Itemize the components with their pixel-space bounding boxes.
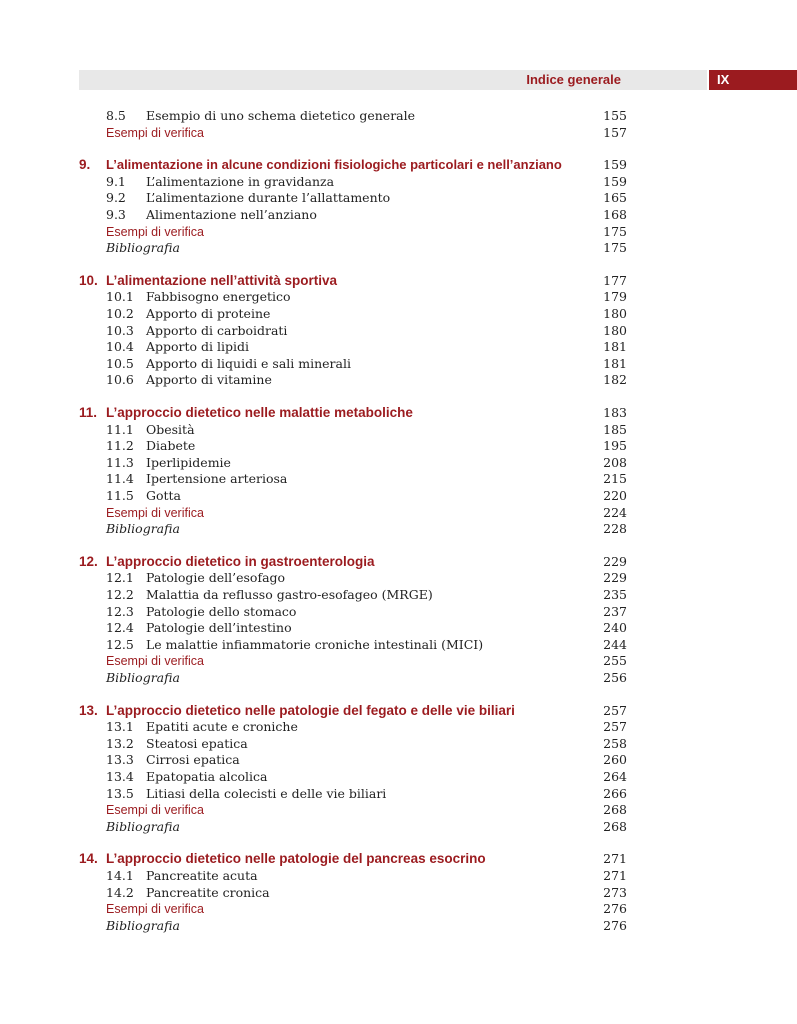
page-ref: 273	[603, 884, 627, 900]
section-title: Epatopatia alcolica	[146, 769, 268, 784]
toc-section-row	[0, 868, 718, 884]
section-number: 13.1	[106, 719, 134, 735]
section-title: Litiasi della colecisti e delle vie biliari	[146, 785, 387, 801]
toc-bibliography-row	[0, 670, 718, 686]
toc-section-row	[0, 207, 718, 223]
chapter-number: 13.	[79, 702, 98, 718]
toc-section-row	[0, 736, 718, 752]
section-title: Apporto di proteine	[146, 306, 271, 321]
toc-section-row	[0, 620, 718, 636]
toc-section-row	[0, 455, 718, 471]
toc-section-row	[0, 422, 718, 438]
chapter-number: 12.	[79, 553, 98, 569]
page-ref: 157	[603, 124, 627, 140]
toc-chapter-row	[0, 703, 718, 719]
section-title: Fabbisogno energetico	[146, 289, 291, 305]
toc-bibliography-row	[0, 240, 718, 256]
section-title: Malattia da reflusso gastro-esofageo (MRGE)	[146, 587, 433, 602]
toc-chapter-row	[0, 554, 718, 570]
toc-section-row	[0, 570, 718, 586]
page-ref: 220	[603, 488, 627, 503]
toc-bibliography-row	[0, 521, 718, 537]
page-number-box	[707, 70, 797, 90]
toc-section-row	[0, 190, 718, 206]
toc-section-row	[0, 719, 718, 735]
page-ref: 180	[603, 306, 627, 321]
page-ref: 224	[603, 504, 627, 520]
section-title: Steatosi epatica	[146, 735, 248, 751]
chapter-number: 14.	[79, 851, 98, 867]
page-ref: 165	[603, 190, 627, 206]
toc-section-row	[0, 108, 718, 124]
toc-section-row	[0, 323, 718, 339]
section-number: 11.3	[106, 454, 134, 470]
section-number: 8.5	[106, 108, 126, 123]
section-number: 9.3	[106, 207, 126, 222]
toc-section-row	[0, 174, 718, 190]
section-title: Obesità	[146, 421, 195, 437]
page-ref: 276	[603, 901, 627, 917]
section-title: Le malattie infiammatorie croniche intestinali (MICI)	[146, 636, 484, 652]
page-ref: 244	[603, 636, 627, 652]
page-number: IX	[717, 72, 730, 87]
page-ref: 229	[603, 570, 627, 586]
chapter-title: L’approccio dietetico nelle patologie del pancreas esocrino	[106, 851, 486, 867]
page-ref: 229	[603, 553, 627, 569]
toc-chapter-row	[0, 157, 718, 173]
page-ref: 182	[603, 372, 627, 388]
bibliography-title: Bibliografia	[106, 521, 180, 537]
section-title: Iperlipidemie	[146, 454, 231, 470]
page-ref: 179	[603, 289, 627, 305]
section-title: Apporto di vitamine	[146, 372, 272, 388]
section-title: Patologie dell’esofago	[146, 570, 286, 586]
exercises-title: Esempi di verifica	[106, 803, 204, 818]
toc-exercises-row	[0, 901, 718, 917]
section-number: 9.2	[106, 190, 126, 206]
bibliography-title: Bibliografia	[106, 670, 180, 685]
toc-section-row	[0, 289, 718, 305]
page-ref: 155	[603, 108, 627, 123]
page-ref: 175	[603, 223, 627, 239]
page-ref: 237	[603, 603, 627, 619]
toc-section-row	[0, 372, 718, 388]
toc-section-row	[0, 471, 718, 487]
exercises-title: Esempi di verifica	[106, 902, 204, 917]
toc-section-row	[0, 769, 718, 785]
toc-section-row	[0, 604, 718, 620]
toc-exercises-row	[0, 653, 718, 669]
section-number: 10.5	[106, 355, 134, 371]
toc-bibliography-row	[0, 918, 718, 934]
toc-exercises-row	[0, 125, 718, 141]
section-title: Apporto di liquidi e sali minerali	[146, 355, 351, 371]
chapter-title: L’approccio dietetico nelle malattie metaboliche	[106, 405, 413, 420]
section-number: 11.4	[106, 471, 134, 487]
section-number: 11.5	[106, 488, 134, 503]
page-ref: 168	[603, 207, 627, 222]
page-ref: 159	[603, 173, 627, 189]
toc-section-row	[0, 438, 718, 454]
section-number: 13.2	[106, 735, 134, 751]
chapter-title: L’approccio dietetico nelle patologie del fegato e delle vie biliari	[106, 702, 515, 718]
page-ref: 271	[603, 868, 627, 883]
section-title: Pancreatite cronica	[146, 884, 270, 900]
toc-section-row	[0, 339, 718, 355]
section-number: 12.5	[106, 636, 134, 652]
bibliography-title: Bibliografia	[106, 917, 180, 933]
toc-section-row	[0, 356, 718, 372]
toc-chapter-row	[0, 273, 718, 289]
section-title: Ipertensione arteriosa	[146, 471, 288, 487]
section-title: Cirrosi epatica	[146, 752, 240, 768]
toc-bibliography-row	[0, 819, 718, 835]
section-title: Apporto di carboidrati	[146, 322, 288, 338]
chapter-title: L’alimentazione in alcune condizioni fisiologiche particolari e nell’anziano	[106, 157, 562, 173]
section-number: 10.1	[106, 289, 134, 305]
page-ref: 276	[603, 917, 627, 933]
exercises-title: Esempi di verifica	[106, 505, 204, 520]
section-number: 12.1	[106, 570, 134, 586]
page-ref: 177	[603, 272, 627, 288]
section-number: 14.2	[106, 884, 134, 900]
section-number: 13.5	[106, 785, 134, 801]
toc-section-row	[0, 306, 718, 322]
section-title: Patologie dello stomaco	[146, 603, 297, 619]
section-title: L’alimentazione durante l’allattamento	[146, 190, 391, 206]
page-ref: 195	[603, 438, 627, 454]
page-ref: 208	[603, 454, 627, 470]
page-ref: 185	[603, 421, 627, 437]
section-number: 11.1	[106, 421, 134, 437]
page-ref: 235	[603, 587, 627, 602]
page-ref: 181	[603, 355, 627, 371]
section-number: 10.6	[106, 372, 134, 388]
toc-section-row	[0, 488, 718, 504]
bibliography-title: Bibliografia	[106, 818, 180, 834]
toc-section-row	[0, 885, 718, 901]
page-ref: 266	[603, 785, 627, 801]
section-title: Apporto di lipidi	[146, 339, 250, 355]
section-number: 12.2	[106, 587, 134, 602]
section-number: 10.4	[106, 339, 134, 355]
page-ref: 215	[603, 471, 627, 487]
chapter-number: 10.	[79, 272, 98, 288]
toc-exercises-row	[0, 802, 718, 818]
running-header-title: Indice generale	[526, 72, 621, 87]
section-title: L’alimentazione in gravidanza	[146, 173, 335, 189]
page-ref: 268	[603, 818, 627, 834]
page-ref: 260	[603, 752, 627, 768]
section-title: Gotta	[146, 488, 182, 503]
exercises-title: Esempi di verifica	[106, 654, 204, 669]
page-ref: 255	[603, 653, 627, 669]
section-number: 12.4	[106, 620, 134, 636]
page-ref: 271	[603, 851, 627, 867]
section-title: Alimentazione nell’anziano	[146, 207, 317, 222]
toc-section-row	[0, 637, 718, 653]
toc-chapter-row	[0, 851, 718, 867]
section-title: Patologie dell’intestino	[146, 620, 292, 636]
section-number: 9.1	[106, 173, 126, 189]
toc-chapter-row	[0, 405, 718, 421]
section-title: Esempio di uno schema dietetico generale	[146, 108, 416, 123]
running-header	[79, 70, 730, 90]
page-ref: 264	[603, 769, 627, 784]
toc-exercises-row	[0, 224, 718, 240]
chapter-title: L’approccio dietetico in gastroenterologia	[106, 553, 375, 569]
toc-section-row	[0, 786, 718, 802]
page-ref: 175	[603, 240, 627, 256]
exercises-title: Esempi di verifica	[106, 125, 204, 140]
page-ref: 256	[603, 670, 627, 685]
page-ref: 257	[603, 702, 627, 718]
section-number: 12.3	[106, 603, 134, 619]
page-ref: 228	[603, 521, 627, 537]
toc-exercises-row	[0, 505, 718, 521]
section-number: 14.1	[106, 868, 134, 883]
section-number: 11.2	[106, 438, 134, 454]
section-title: Diabete	[146, 438, 196, 454]
page-ref: 180	[603, 322, 627, 338]
bibliography-title: Bibliografia	[106, 240, 180, 256]
page-ref: 183	[603, 405, 627, 420]
toc-section-row	[0, 587, 718, 603]
chapter-number: 9.	[79, 157, 91, 173]
section-number: 10.2	[106, 306, 134, 321]
page-ref: 159	[603, 157, 627, 173]
page-ref: 240	[603, 620, 627, 636]
section-number: 13.4	[106, 769, 134, 784]
exercises-title: Esempi di verifica	[106, 224, 204, 239]
section-title: Pancreatite acuta	[146, 868, 258, 883]
chapter-title: L’alimentazione nell’attività sportiva	[106, 272, 338, 288]
chapter-number: 11.	[79, 405, 98, 420]
page-ref: 258	[603, 735, 627, 751]
section-title: Epatiti acute e croniche	[146, 719, 298, 735]
page-ref: 257	[603, 719, 627, 735]
section-number: 10.3	[106, 322, 134, 338]
section-number: 13.3	[106, 752, 134, 768]
toc-section-row	[0, 752, 718, 768]
page-ref: 268	[603, 802, 627, 818]
page-ref: 181	[603, 339, 627, 355]
